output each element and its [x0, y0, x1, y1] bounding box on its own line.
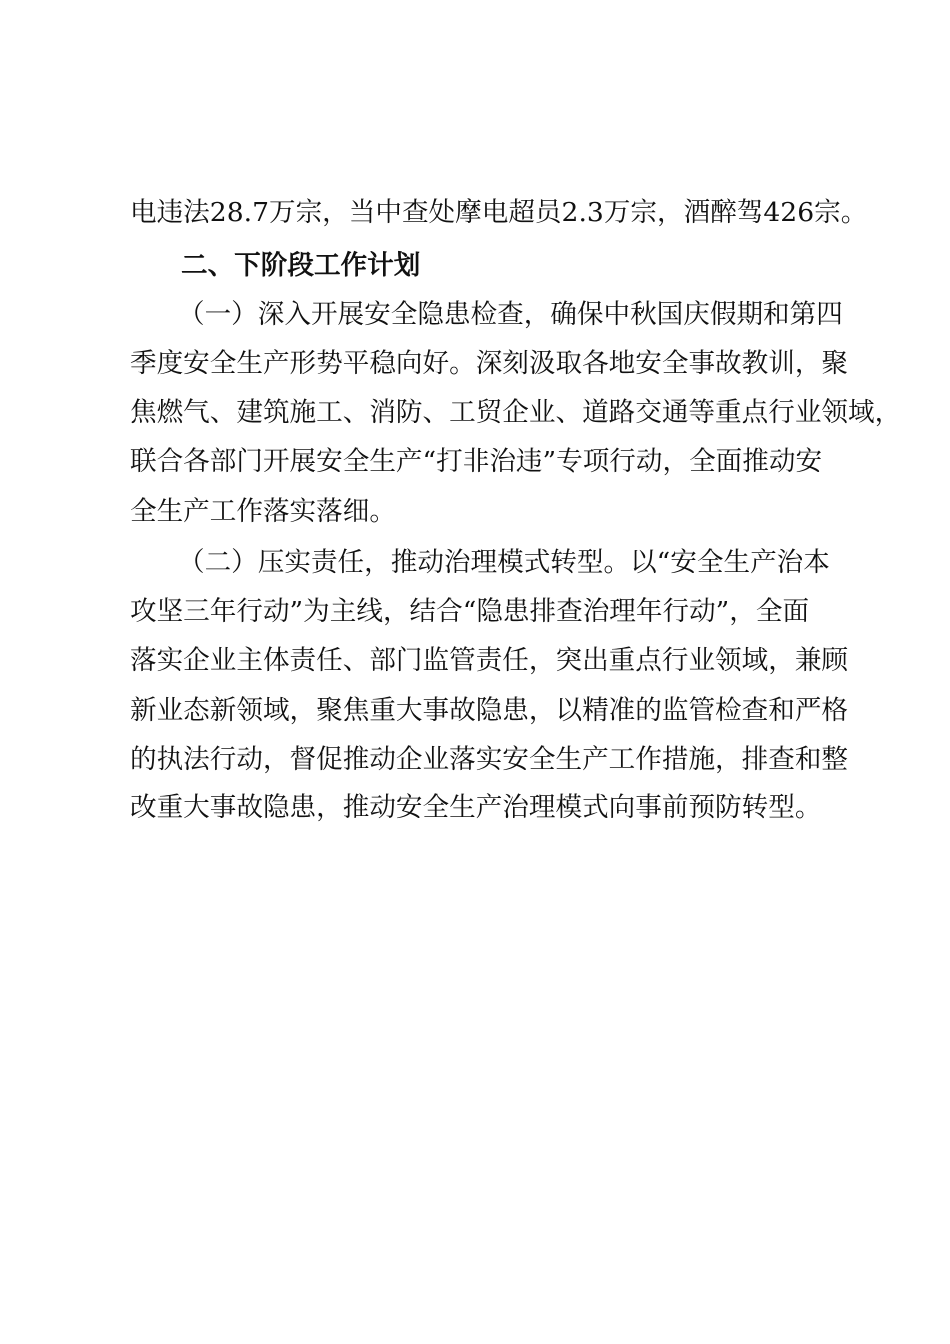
- paragraph-line: 焦燃气、建筑施工、消防、工贸企业、道路交通等重点行业领域，: [130, 397, 902, 428]
- paragraph-line: （二）压实责任，推动治理模式转型。以“安全生产治本: [178, 547, 830, 578]
- paragraph-line: 的执法行动，督促推动企业落实安全生产工作措施，排查和整: [130, 744, 849, 775]
- paragraph-line: 改重大事故隐患，推动安全生产治理模式向事前预防转型。: [130, 792, 822, 823]
- paragraph-line: 电违法28.7万宗，当中查处摩电超员2.3万宗，酒醉驾426宗。: [130, 197, 868, 228]
- paragraph-line: 全生产工作落实落细。: [130, 496, 396, 527]
- paragraph-line: 新业态新领域，聚焦重大事故隐患，以精准的监管检查和严格: [130, 695, 849, 726]
- paragraph-line: 攻坚三年行动”为主线，结合“隐患排查治理年行动”，全面: [130, 596, 810, 627]
- paragraph-line: 落实企业主体责任、部门监管责任，突出重点行业领域，兼顾: [130, 645, 849, 676]
- paragraph-line: （一）深入开展安全隐患检查，确保中秋国庆假期和第四: [178, 299, 843, 330]
- paragraph-line: 季度安全生产形势平稳向好。深刻汲取各地安全事故教训，聚: [130, 348, 849, 379]
- paragraph-line: 联合各部门开展安全生产“打非治违”专项行动，全面推动安: [130, 446, 823, 477]
- section-heading: 二、下阶段工作计划: [181, 250, 421, 281]
